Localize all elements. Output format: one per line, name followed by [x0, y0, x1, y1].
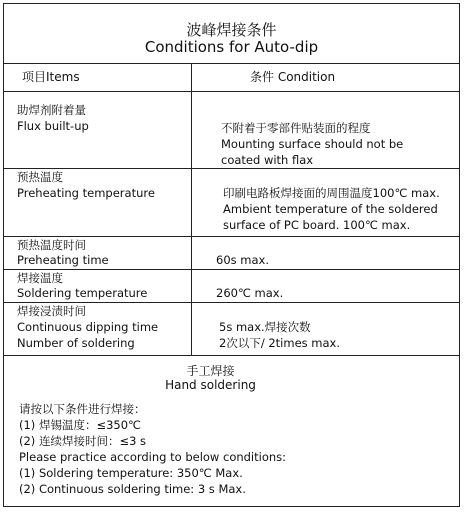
row-dipping-item-en: Continuous dipping time: [17, 320, 159, 334]
divider: [4, 63, 459, 64]
manual-line-1: 请按以下条件进行焊接：: [19, 402, 146, 416]
row-preheat-cond-2: Ambient temperature of the soldered: [223, 202, 438, 216]
row-solder-temp-cond: 260℃ max.: [216, 286, 284, 300]
divider: [4, 269, 459, 270]
divider: [4, 302, 459, 303]
row-flux-cond-1: 不附着于零部件贴装面的程度: [221, 121, 371, 135]
manual-line-2: (1) 焊锡温度：≤350℃: [19, 418, 141, 432]
title-english: Conditions for Auto-dip: [144, 38, 319, 56]
manual-line-5: (1) Soldering temperature: 350℃ Max.: [19, 466, 243, 480]
manual-line-6: (2) Continuous soldering time: 3 s Max.: [19, 482, 246, 496]
row-flux-cond-2: Mounting surface should not be: [221, 137, 404, 151]
header-items: 项目Items: [22, 70, 80, 84]
divider: [4, 355, 459, 356]
row-preheat-item-cn: 预热温度: [17, 170, 63, 184]
row-dipping-cond-1: 5s max.焊接次数: [219, 320, 311, 334]
conditions-table: [3, 3, 460, 507]
manual-line-3: (2) 连续焊接时间：≤3 s: [19, 434, 147, 448]
row-preheat-cond-1: 印刷电路板焊接面的周围温度100℃ max.: [223, 186, 440, 200]
row-preheat-time-item-en: Preheating time: [17, 253, 109, 267]
row-preheat-time-cond: 60s max.: [216, 253, 269, 267]
row-solder-temp-item-en: Soldering temperature: [17, 286, 148, 300]
manual-title-cn: 手工焊接: [186, 364, 235, 378]
row-flux-cond-3: coated with flax: [221, 153, 314, 167]
row-preheat-item-en: Preheating temperature: [17, 186, 155, 200]
manual-title-en: Hand soldering: [165, 378, 256, 392]
header-condition: 条件 Condition: [250, 70, 336, 84]
row-flux-item-en: Flux built-up: [17, 119, 89, 133]
divider: [4, 91, 459, 92]
divider: [4, 236, 459, 237]
row-dipping-item-en2: Number of soldering: [17, 336, 135, 350]
row-flux-item-cn: 助焊剂附着量: [17, 103, 86, 117]
row-dipping-cond-2: 2次以下/ 2times max.: [219, 336, 341, 350]
row-dipping-item-cn: 焊接浸渍时间: [17, 304, 86, 318]
row-preheat-cond-3: surface of PC board. 100℃ max.: [223, 218, 411, 232]
manual-line-4: Please practice according to below conditions:: [19, 450, 287, 464]
row-solder-temp-item-cn: 焊接温度: [17, 271, 63, 285]
row-preheat-time-item-cn: 预热温度时间: [17, 238, 86, 252]
divider: [4, 168, 459, 169]
title-chinese: 波峰焊接条件: [186, 21, 277, 39]
column-divider: [191, 63, 192, 356]
